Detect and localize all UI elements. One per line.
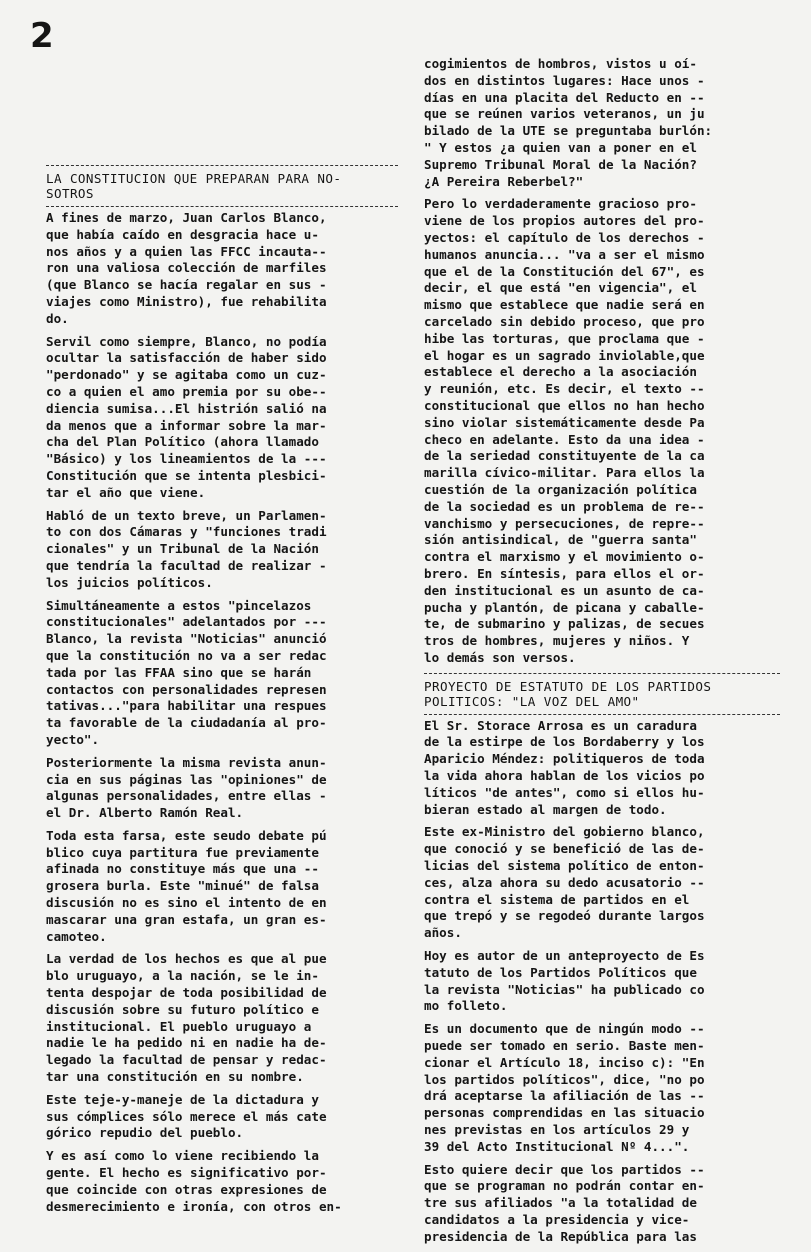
left-column bbox=[46, 162, 398, 1221]
section-title-text: PROYECTO DE ESTATUTO DE LOS PARTIDOS POLITICOS: "LA VOZ DEL AMO" bbox=[424, 678, 712, 709]
page-number: 2 bbox=[30, 16, 55, 56]
divider bbox=[46, 206, 398, 207]
divider bbox=[424, 673, 780, 674]
paragraph: cogimientos de hombros, vistos u oí- dos en distintos lugares: Hace unos - días en una placita del Reducto en -- que se reúnen varios veteranos, un ju bilado de la UTE se preguntaba burlón: " Y estos ¿a quien van a poner en el Supremo Tribunal Moral de la Nación? ¿A Pereira Reberbel?" bbox=[424, 56, 713, 189]
paragraph: Esto quiere decir que los partidos -- que se programan no podrán contar en- tre sus afiliados "a la totalidad de candidatos a la presidencia y vice- presidencia de la República para las bbox=[424, 1161, 705, 1244]
paragraph: La verdad de los hechos es que al pue blo uruguayo, a la nación, se le in- tenta despojar de toda posibilidad de discusión sobre su futuro político e institucional. El pueblo uruguayo a nadie le ha pedido ni en nadie ha de- legado la facultad de pensar y redac- tar una constitución en su nombre. bbox=[46, 951, 327, 1085]
paragraph: Pero lo verdaderamente gracioso pro- viene de los propios autores del pro- yectos: el capítulo de los derechos - humanos anuncia... "va a ser el mismo que el de la Constitución del 67", es decir, el que está "en vigencia", el mismo que establece que nadie será en carcelado sin debido proceso, que pro hibe las torturas, que proclama que - el hogar es un sagrado inviolable,que establece el derecho a la asociación y reunión, etc. Es decir, el texto -- constitucional que ellos no han hecho sino violar sistemáticamente desde Pa checo en adelante. Esto da una idea - de la seriedad constituyente de la ca marilla cívico-militar. Para ellos la cuestión de la organización política de la sociedad es un problema de re-- vanchismo y persecuciones, de repre-- sión antisindical, de "guerra santa" contra el marxismo y el movimiento o- brero. En síntesis, para ellos el or- den institucional es un asunto de ca- pucha y plantón, de picana y caballe- te, de submarino y palizas, de secues tros de hombres, mujeres y niños. Y lo demás son versos. bbox=[424, 196, 705, 665]
paragraph: Posteriormente la misma revista anun- cia en sus páginas las "opiniones" de algunas personalidades, entre ellas - el Dr. Alberto Ramón Real. bbox=[46, 754, 327, 821]
section-title-constitucion bbox=[46, 169, 398, 203]
section-title-text: LA CONSTITUCION QUE PREPARAN PARA NO- SOTROS bbox=[46, 171, 342, 201]
paragraph: El Sr. Storace Arrosa es un caradura de la estirpe de los Bordaberry y los Aparicio Méndez: politiqueros de toda la vida ahora hablan de los vicios po líticos "de antes", como si ellos hu- bieran estado al margen de todo. bbox=[424, 717, 705, 817]
paragraph: Toda esta farsa, este seudo debate pú blico cuya partitura fue previamente afinada no constituye más que una -- grosera burla. Este "minué" de falsa discusión no es sino el intento de en mascarar una gran estafa, un gran es- camoteo. bbox=[46, 827, 327, 944]
paragraph: Habló de un texto breve, un Parlamen- to con dos Cámaras y "funciones tradi cionales" y un Tribunal de la Nación que tendría la facultad de realizar - los juicios políticos. bbox=[46, 507, 327, 590]
section-title-estatuto bbox=[424, 677, 780, 711]
paragraph: Este teje-y-maneje de la dictadura y sus cómplices sólo merece el más cate górico repudio del pueblo. bbox=[46, 1091, 327, 1141]
paragraph: Servil como siempre, Blanco, no podía ocultar la satisfacción de haber sido "perdonado" y se agitaba como un cuz- co a quien el amo premia por su obe-- diencia sumisa...El histrión salió na da menos que a informar sobre la mar- cha del Plan Político (ahora llamado "Básico) y los lineamientos de la --- Constitución que se intenta plesbici- tar el año que viene. bbox=[46, 333, 327, 500]
paragraph: Hoy es autor de un anteproyecto de Es tatuto de los Partidos Políticos que la revista "Noticias" ha publicado co mo folleto. bbox=[424, 948, 705, 1014]
paragraph: Es un documento que de ningún modo -- puede ser tomado en serio. Baste men- cionar el Artículo 18, inciso c): "En los partidos políticos", dice, "no po drá aceptarse la afiliación de las -- personas comprendidas en las situacio nes previstas en los artículos 29 y 39 del Acto Institucional Nº 4...". bbox=[424, 1021, 705, 1154]
paragraph: Este ex-Ministro del gobierno blanco, que conoció y se benefició de las de- licias del sistema político de enton- ces, alza ahora su dedo acusatorio -- contra el sistema de partidos en el que trepó y se regodeó durante largos años. bbox=[424, 824, 705, 941]
paragraph: Simultáneamente a estos "pincelazos constitucionales" adelantados por --- Blanco, la revista "Noticias" anunció que la constitución no va a ser redac tada por las FFAA sino que se harán contactos con personalidades represen tativas..."para habilitar una respues ta favorable de la ciudadanía al pro- yecto". bbox=[46, 597, 327, 747]
divider bbox=[46, 165, 398, 166]
paragraph: Y es así como lo viene recibiendo la gente. El hecho es significativo por- que coincide con otras expresiones de desmerecimiento e ironía, con otros en- bbox=[46, 1148, 342, 1214]
right-column bbox=[424, 56, 780, 1252]
paragraph: A fines de marzo, Juan Carlos Blanco, que había caído en desgracia hace u- nos años y a quien las FFCC incauta-- ron una valiosa colección de marfiles (que Blanco se hacía regalar en sus - viajes como Ministro), fue rehabilita do. bbox=[46, 210, 327, 326]
divider bbox=[424, 714, 780, 715]
